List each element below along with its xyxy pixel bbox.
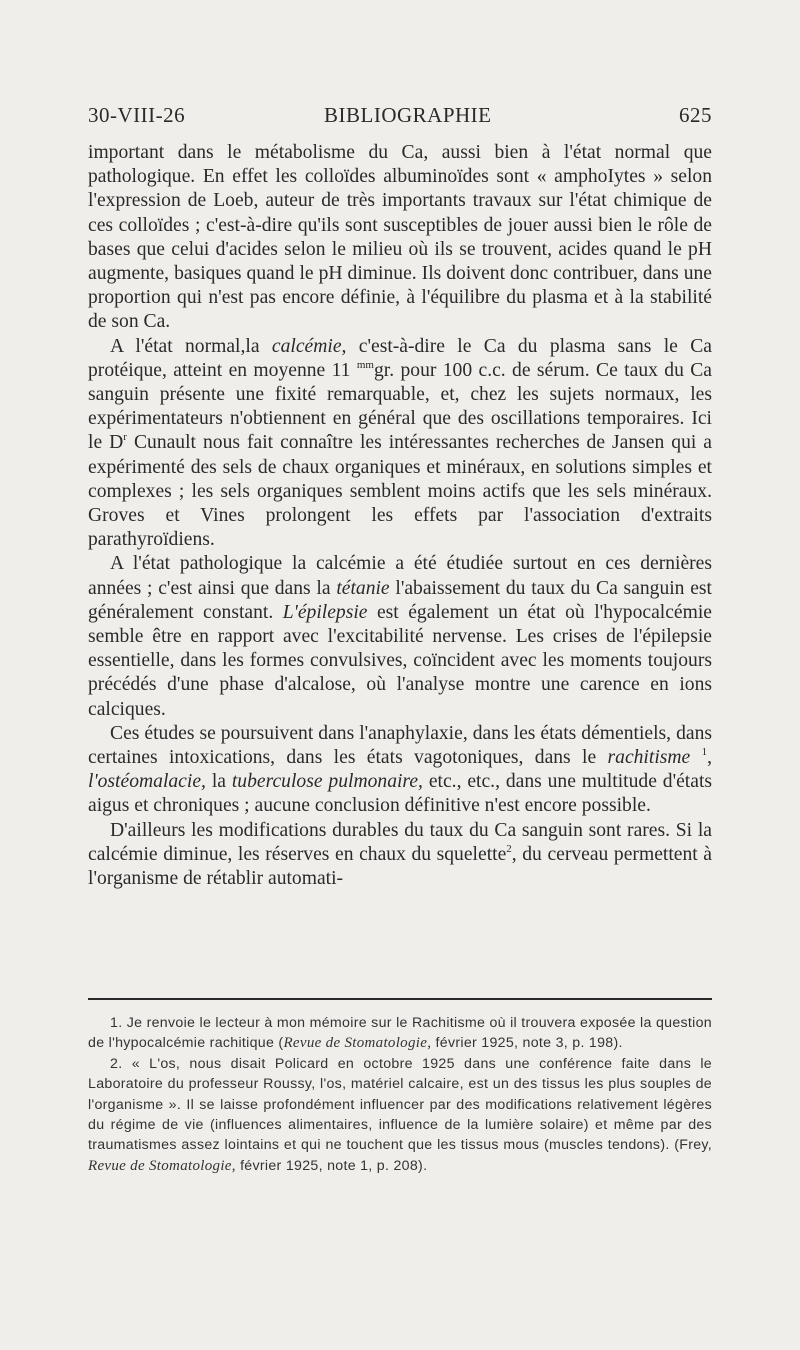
header-date: 30-VIII-26 — [88, 103, 186, 127]
body-text — [88, 141, 712, 891]
text-run: Ces études se poursuivent dans l'anaphylaxie, dans les états démentiels, dans certaines intoxications, dans les états vagotoniques, dans le — [88, 722, 712, 769]
text-run: est également un état où l'hypocalcémie semble être en rapport avec l'excitabilité nervense. Les crises de l'épilepsie essentielle, dans les formes convulsives, coïncident avec les moments toujours précédés d'une phase d'alcalose, où l'analyse montre une carence en ions calciques. — [88, 601, 712, 720]
footnotes — [88, 1013, 712, 1176]
italic-term: rachitisme — [607, 747, 691, 769]
italic-term: tétanie — [336, 577, 390, 599]
italic-term: L'épilepsie — [282, 601, 368, 623]
text-run: D'ailleurs les modifications durables du taux du Ca sanguin sont rares. Si la calcémie diminue, les réserves en chaux du squelette — [88, 819, 712, 865]
footnote-divider — [88, 998, 712, 1000]
superscript: r — [123, 431, 127, 444]
paragraph — [88, 552, 712, 721]
italic-term: l'ostéomalacie, — [88, 771, 206, 793]
text-run: , du cerveau permettent à l'organisme de rétablir automati- — [88, 843, 712, 890]
text-run: février 1925, note 3, p. 198). — [435, 1035, 623, 1052]
paragraph — [88, 819, 712, 892]
text-run: A l'état pathologique la calcémie a été étudiée surtout en ces dernières années ; c'est ainsi que dans la — [88, 553, 712, 599]
text-run: l'abaissement du taux du Ca sanguin est généralement constant. — [88, 577, 712, 623]
paragraph — [88, 335, 712, 553]
italic-citation: Revue de Stomatologie, — [88, 1157, 236, 1174]
italic-term: tuberculose pulmonaire, — [231, 771, 423, 793]
text-run: 2. « L'os, nous disait Policard en octobre 1925 dans une conférence faite dans le Laboratoire du professeur Roussy, l'os, matériel calcaire, est un des tissus les plus souples de l'organisme ». Il se laisse profondément influencer par des modifications relativement légères du régime de vie (influences alimentaires, influence de la lumière solaire) et même par des traumatismes assez lointains et qui ne touchent que les tissus mous (muscles tendons). (Frey, — [88, 1055, 712, 1154]
text-run: , — [707, 747, 712, 769]
italic-term: calcémie, — [271, 335, 347, 357]
running-header — [88, 103, 712, 127]
page-number: 625 — [679, 103, 712, 127]
italic-citation: Revue de Stomatologie, — [283, 1035, 432, 1052]
footnote-ref: 2 — [506, 842, 512, 855]
text-run: 1. Je renvoie le lecteur à mon mémoire sur le Rachitisme où il trouvera exposée la question de l'hypocalcémie rachitique ( — [88, 1015, 712, 1052]
footnote-ref: 1 — [701, 746, 708, 759]
text-run: février 1925, note 1, p. 208). — [240, 1157, 428, 1174]
text-run: gr. pour 100 c.c. de sérum. Ce taux du Ca sanguin présente une fixité remarquable, et, chez les sujets normaux, les expérimentateurs n'obtiennent en général que des oscillations temporaires. Ici le D — [88, 359, 712, 454]
text-run: c'est-à-dire le Ca du plasma sans le Ca protéique, atteint en moyenne 11 — [88, 335, 712, 381]
superscript: mm — [356, 358, 374, 371]
text-run: etc., etc., dans une multitude d'états aigus et chroniques ; aucune conclusion définitive n'est encore possible. — [88, 771, 713, 817]
paragraph: important dans le métabolisme du Ca, aussi bien à l'état normal que pathologique. En effet les colloïdes albuminoïdes sont « amphoIytes » selon l'expression de Loeb, auteur de très importants travaux sur l'état chimique de ces colloïdes ; c'est-à-dire qu'ils sont susceptibles de jouer aussi bien le rôle de bases que celui d'acides selon le milieu où ils se trouvent, acides quand le pH augmente, basiques quand le pH diminue. Ils doivent donc contribuer, dans une proportion qui n'est pas encore définie, à l'équilibre du plasma et à la stabilité de son Ca. — [88, 142, 712, 333]
footnote — [88, 1013, 712, 1054]
text-run: Cunault nous fait connaître les intéressantes recherches de Jansen qui a expérimenté des sels de chaux organiques et minéraux, en solutions simples et complexes ; les sels organiques semblent moins actifs que les sels minéraux. Groves et Vines prolongent les effets par l'association d'extraits parathyroïdiens. — [88, 432, 712, 551]
text-run: la — [211, 771, 226, 793]
header-title: BIBLIOGRAPHIE — [324, 103, 492, 127]
text-run: A l'état normal,la — [110, 335, 260, 357]
footnote — [88, 1054, 712, 1176]
paragraph — [88, 722, 712, 819]
